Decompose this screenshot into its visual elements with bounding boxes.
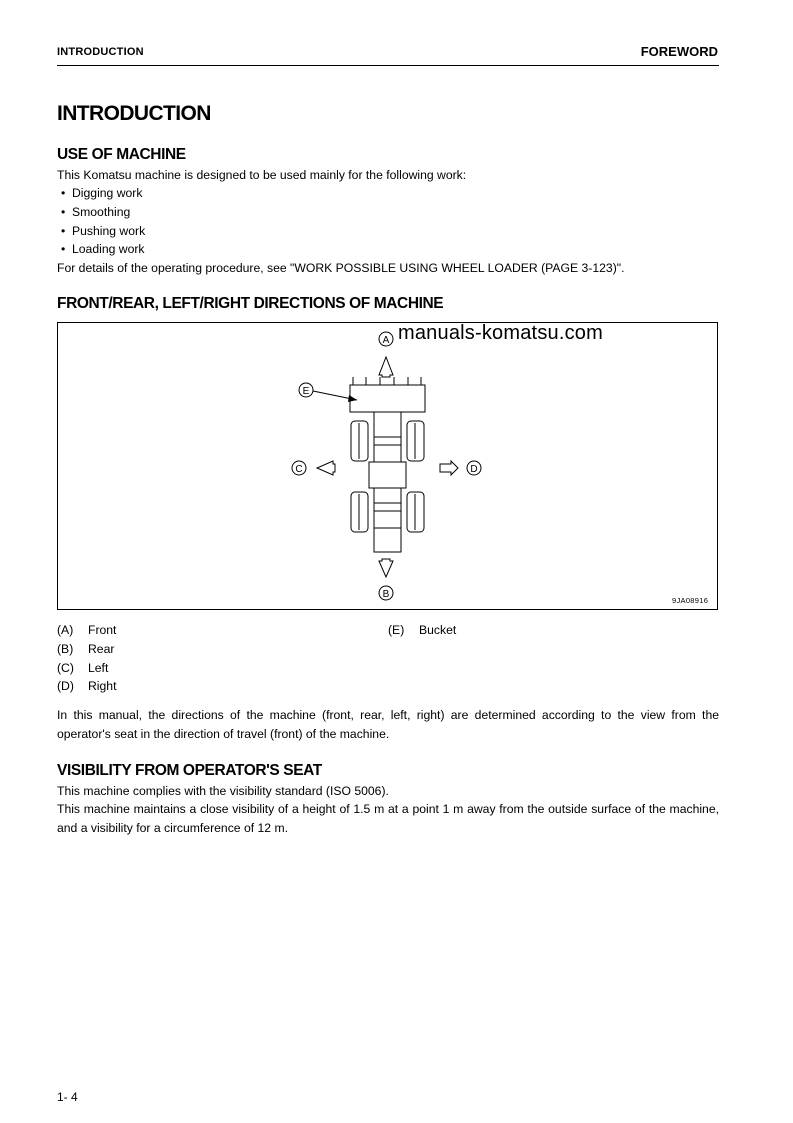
list-item: • Loading work <box>61 242 145 256</box>
visibility-heading: VISIBILITY FROM OPERATOR'S SEAT <box>57 762 322 779</box>
marker-e: E <box>302 386 310 397</box>
list-item: • Pushing work <box>61 224 146 238</box>
use-intro: This Komatsu machine is designed to be used mainly for the following work: <box>57 168 467 182</box>
bullet-icon: • <box>61 186 66 200</box>
page-title: INTRODUCTION <box>57 102 211 125</box>
right-arrow-icon <box>440 461 458 475</box>
legend-item: (E) Bucket <box>388 623 457 637</box>
directions-note: In this manual, the directions of the machine (front, rear, left, right) are determined according to the view from the operator's seat in the direction of travel (front) of the machine. <box>57 708 719 741</box>
list-item: • Digging work <box>61 186 143 200</box>
marker-c: C <box>295 464 303 475</box>
wheel-loader-diagram <box>57 322 718 610</box>
directions-heading: FRONT/REAR, LEFT/RIGHT DIRECTIONS OF MACHINE <box>57 295 444 312</box>
marker-d: D <box>470 464 478 475</box>
header-chapter: FOREWORD <box>640 44 718 59</box>
marker-b: B <box>382 589 390 600</box>
legend-item: (A) Front <box>57 623 117 637</box>
bullet-icon: • <box>61 224 66 238</box>
watermark: manuals-komatsu.com <box>398 322 603 344</box>
bullet-icon: • <box>61 205 66 219</box>
header-section: INTRODUCTION <box>57 46 144 58</box>
use-heading: USE OF MACHINE <box>57 146 186 163</box>
bucket-shape <box>350 385 425 412</box>
rear-arrow-icon <box>379 559 393 577</box>
page-number: 1- 4 <box>57 1090 78 1104</box>
use-details: For details of the operating procedure, see "WORK POSSIBLE USING WHEEL LOADER (PAGE 3-123)". <box>57 261 625 275</box>
header-rule <box>57 65 719 66</box>
list-item: • Smoothing <box>61 205 131 219</box>
marker-a: A <box>382 335 390 346</box>
legend-item: (D) Right <box>57 679 117 693</box>
figure-code: 9JA08916 <box>672 596 709 605</box>
bullet-icon: • <box>61 242 66 256</box>
legend-item: (C) Left <box>57 661 109 675</box>
visibility-line2: This machine maintains a close visibility of a height of 1.5 m at a point 1 m away from the outside surface of the machine, and a visibility for a circumference of 12 m. <box>57 802 719 835</box>
legend-item: (B) Rear <box>57 642 115 656</box>
machine-direction-figure <box>57 322 718 610</box>
left-arrow-icon <box>317 461 335 475</box>
visibility-line1: This machine complies with the visibility standard (ISO 5006). <box>57 784 389 798</box>
front-arrow-icon <box>379 357 393 377</box>
